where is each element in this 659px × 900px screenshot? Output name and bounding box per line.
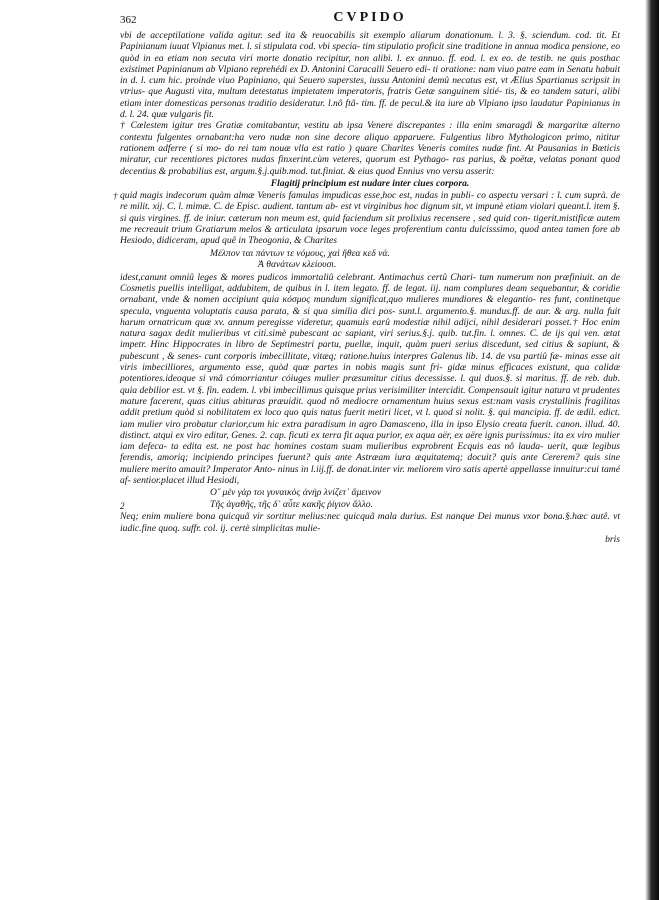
text-line: † Cœlestem igitur tres Gratiæ comitabantur, vestitu ab ipsa Venere discrepantes : illa enim — [120, 120, 492, 132]
text-line: uerit, quæ legibus ferendis, amoriq; incipiendo principes fuerunt? quis ante Astræam iura — [120, 441, 620, 464]
text-line: Bœticis miratur, cur recentiores pictores nudas finxerint.cùm veteres, quorum est Pythago- — [120, 142, 620, 166]
text-line: minas esse ait viris imbecilliores, argumento esse, quòd quæ partes in nobis magis sunt fri- — [120, 350, 620, 374]
text-line: smaragdi & margaritæ alterno contextu fulgentes ornabant:ha vero nudæ non sine decore — [120, 120, 620, 143]
text-line: ff. de iniur. cæterum non meum est, quid faciendum sit prolixius recensere , sed quid con- — [183, 212, 531, 224]
text-line: ex loco quo quis natus fuerit metiri licet, vt l. quod si nolit. §. qui mancipia. ff. de ædil. — [253, 407, 596, 419]
text-line: & nomen accipiunt quia κόσμος mundum significat,quo mulieres mundiores & elegantio- — [182, 294, 536, 306]
text-line: posthac existimet Papinianum ab Vlpiano reprehédi ex D. Antonini Caracalli Seuero edi- — [120, 52, 620, 75]
text-line: quid magis indecorum quàm almæ Veneris famulas impudicas esse,hoc est, nudas in publi- — [120, 190, 475, 202]
text-line: ex terra fit aqua purior, ex aqua aër, ex aëre ignis purissimus: ita ex viro mulier iam defeca- — [120, 429, 620, 453]
text-line: aliquo apparuere. Fulgentius libro Mythologicon primo, nititur rationem adferre ( si mo- — [120, 131, 620, 154]
running-head: CVPIDO — [333, 10, 407, 25]
text-line: igitur natura vt prudentes mature facerent, quas citius abituras præuidit. quod nô mediocre — [120, 384, 620, 407]
text-line: do rei tam nouæ vlla est ratio ) quare Charites Veneris comites nudæ fint. At Pausanias in — [224, 142, 589, 154]
page-number: 362 — [120, 14, 137, 26]
text-line: Neq; enim muliere bona quicquã vir sortitur melius:nec quicquã mala durius. Est nanque — [120, 511, 475, 523]
text-line: que Augusti vita, multum detestatus impietatem imperatoris, fratris Getæ sanguinem sitié- — [148, 86, 503, 98]
text-line: ti oratione: nam viuo patre eam in Senatu habuit in d. l. cum hic. proinde viuo Papiniano, — [120, 63, 621, 87]
scan-edge — [645, 0, 659, 900]
margin-note-number: 2 — [120, 501, 125, 511]
paragraph-4 — [120, 272, 620, 487]
text-line: est. vt §. fin. eadem. l. vbi imbecillimus quisque prius verisimiliter intercidit. Compensauit — [172, 384, 519, 396]
paragraph-5 — [120, 511, 620, 534]
text-line: sentior.placet illud Hesiodi, — [133, 474, 240, 486]
text-line: l. item legato. ff. de legat. iij. nam complures deam sequebantur, & coridie ornabant, vnde — [120, 282, 620, 306]
text-line: co aspectu versari : l. cum suprà. de re milit. xij. C. l. mimæ. C. de Episc. audient. tantum ab- — [120, 190, 620, 213]
text-line: natura sagax dedit mulieribus vt citi.simè pubescant ac sapiant, viri serius.§.j. quib. tut.fin. — [120, 328, 487, 340]
text-line: tim. ff. de pecul.& ita iure ab Vlpiano ipso laudatur Papinianus in d. l. 24. quæ vulgaris fit. — [120, 97, 621, 121]
greek-quote-1 — [120, 248, 620, 271]
text-line: ta edita est. ne post hac homines costam suam mulieribus exprobrent Ecquis eas nô lauda- — [170, 441, 544, 453]
text-line: l. 3. §. sciendum. cod. tit. Et Papinianum iuuat Vlpianus met. l. si stipulata cod. vbi specia- — [120, 30, 620, 53]
text-line: ras parius, & poëtæ, velatas ponant quod decentius & probabilius est, argum.§.j.quib.mod. — [120, 154, 620, 177]
greek-line: Μέλπον ται πάντων τε νόμους, χαὶ ἤθεα κεδ νά. — [210, 247, 390, 259]
text-line: res funt, continetque specula, vnguenta voluptatis causa parata, & si qua similia dici pos- — [120, 294, 620, 317]
greek-line: Τῆς ἀγαθῆς, τῆς δ᾽ αὖτε κακῆς ῥίγιον ἄλλο. — [210, 498, 373, 510]
greek-line: Ο῎ μὲν γὰρ τοι γυναικὸς ἀνὴρ λνίζετ᾽ ἄμεινον — [210, 487, 382, 499]
verse-line: Flagitij principium est nudare inter ciues corpora. — [270, 177, 470, 189]
catchword: bris — [605, 533, 620, 545]
text-line: proferentium cantu dulcisssimo, quod antea tamen fore ab Hesiodo, didiceram, apud quê — [120, 224, 620, 247]
margin-note-dagger: † — [113, 191, 118, 201]
text-line: tum numerum non præfiniuit. an de Cosmetis puellis intelligat, addubitem, de quibus in — [120, 271, 620, 294]
text-line: peregisse videretur, quamuis earû modestiæ nihil adijci, nihil desiderari posset.† Hoc enim — [257, 316, 620, 328]
text-line: in Theogonia, & Charites — [238, 235, 337, 247]
text-line: sunt.l. argumento.§. mundus.ff. de aur. & arg. nulla fuit harum ornatricum quæ xv. annum — [120, 305, 620, 328]
page-header — [120, 10, 620, 28]
paragraph-2 — [120, 120, 620, 176]
greek-line: Ἀ θανάτων κλείουσι. — [258, 259, 337, 271]
text-line: l. omnes. C. de ijs qui ven. ætat impetr. Hinc Hippocrates in libro de Septimestri partu, — [120, 328, 620, 351]
text-line: ipso Elysio creata fuerit. canon. illud. 40. distinct. atqui ex viro editur, Genes. 2. cap. ficuti — [120, 418, 621, 441]
text-line: Dei munus vxor bona.§.hæc autê. vt iudic.fine quoq. suffr. col. ij. certè simplicitas mulie- — [120, 511, 620, 534]
text-line: puellæ, inquit, quàm pueri serius discedunt, sed citius & sapiunt, & pubescunt , & senes- — [120, 339, 620, 362]
text-line: tut.finiat. & eius quod Ennius vno versu asserit: — [310, 165, 495, 177]
document-page — [120, 10, 620, 545]
text-line: edict. iam mulier viro probatur clarior,cum hic extra paradisum in agro Damasceno, illa in — [120, 407, 620, 430]
text-line: æquitatemq; docuit? quis ante Cererem? quis sine muliere merito amauit? Imperator Anto- — [120, 452, 620, 475]
text-line: ninus in l.iij.ff. de donat.inter vir. meliorem viro satis apertè appellasse innuitur:cui tamé af- — [120, 463, 620, 486]
text-line: cunt corporis imbecillitate, vitæq; ratione.huius interpres Galenus lib. 14. de vsu partiû fæ- — [204, 350, 563, 362]
greek-quote-2 — [120, 487, 620, 510]
paragraph-1 — [120, 30, 620, 120]
paragraph-3 — [120, 190, 620, 246]
text-line: tis, & eo tandem saturi, alibi etiam inter domesticas personas traditio desideratur. l.nô ftâ- — [120, 86, 620, 109]
text-line: secuta viri morte donatio recipitur, non alibi. l. ex annuo. ff. eod. l. ex eo. de testib. ne quis — [211, 52, 587, 64]
text-line: tigerit.mistificæ autem me recreauit trium Gratiarum melos & articulata ipsarum voce leges — [120, 212, 621, 236]
text-line: gidæ minus efficaces existunt, qua calidæ potentiores.ideoque si vnâ cómorriantur cóiuges — [120, 362, 620, 385]
text-line: idest,canunt omniû leges & mores pudicos immortaliû celebrant. Antimachus certû Chari- — [120, 271, 476, 283]
text-line: est vt virginibus hoc dignum sit, vt impunè etiam violari queant.l. item §. si quis virgines. — [120, 201, 620, 224]
text-line: qui Seuero superstes, iussu Antonini demû necatus est, vt Ælius Spartianus scripsit in vtrius- — [120, 75, 620, 98]
text-line: tim stipulatio proficit sine traditione in annua modica pensione, eo quòd in ea etiam non — [120, 41, 621, 64]
text-line: ornamentum huius sexus est:nam vasis crystallinis fragilitas addit pretium quòd si nobilitatem — [120, 395, 621, 419]
body-text — [120, 30, 620, 545]
text-line: mulier præsumitur citius decessisse. l. qui duos.§. si maritus. ff. de reb. dub. quia debilior — [120, 373, 620, 396]
text-line: vbi de acceptilatione valida agitur. sed ita & reuocabilis sit exemplo aliarum donationum. — [120, 30, 494, 41]
